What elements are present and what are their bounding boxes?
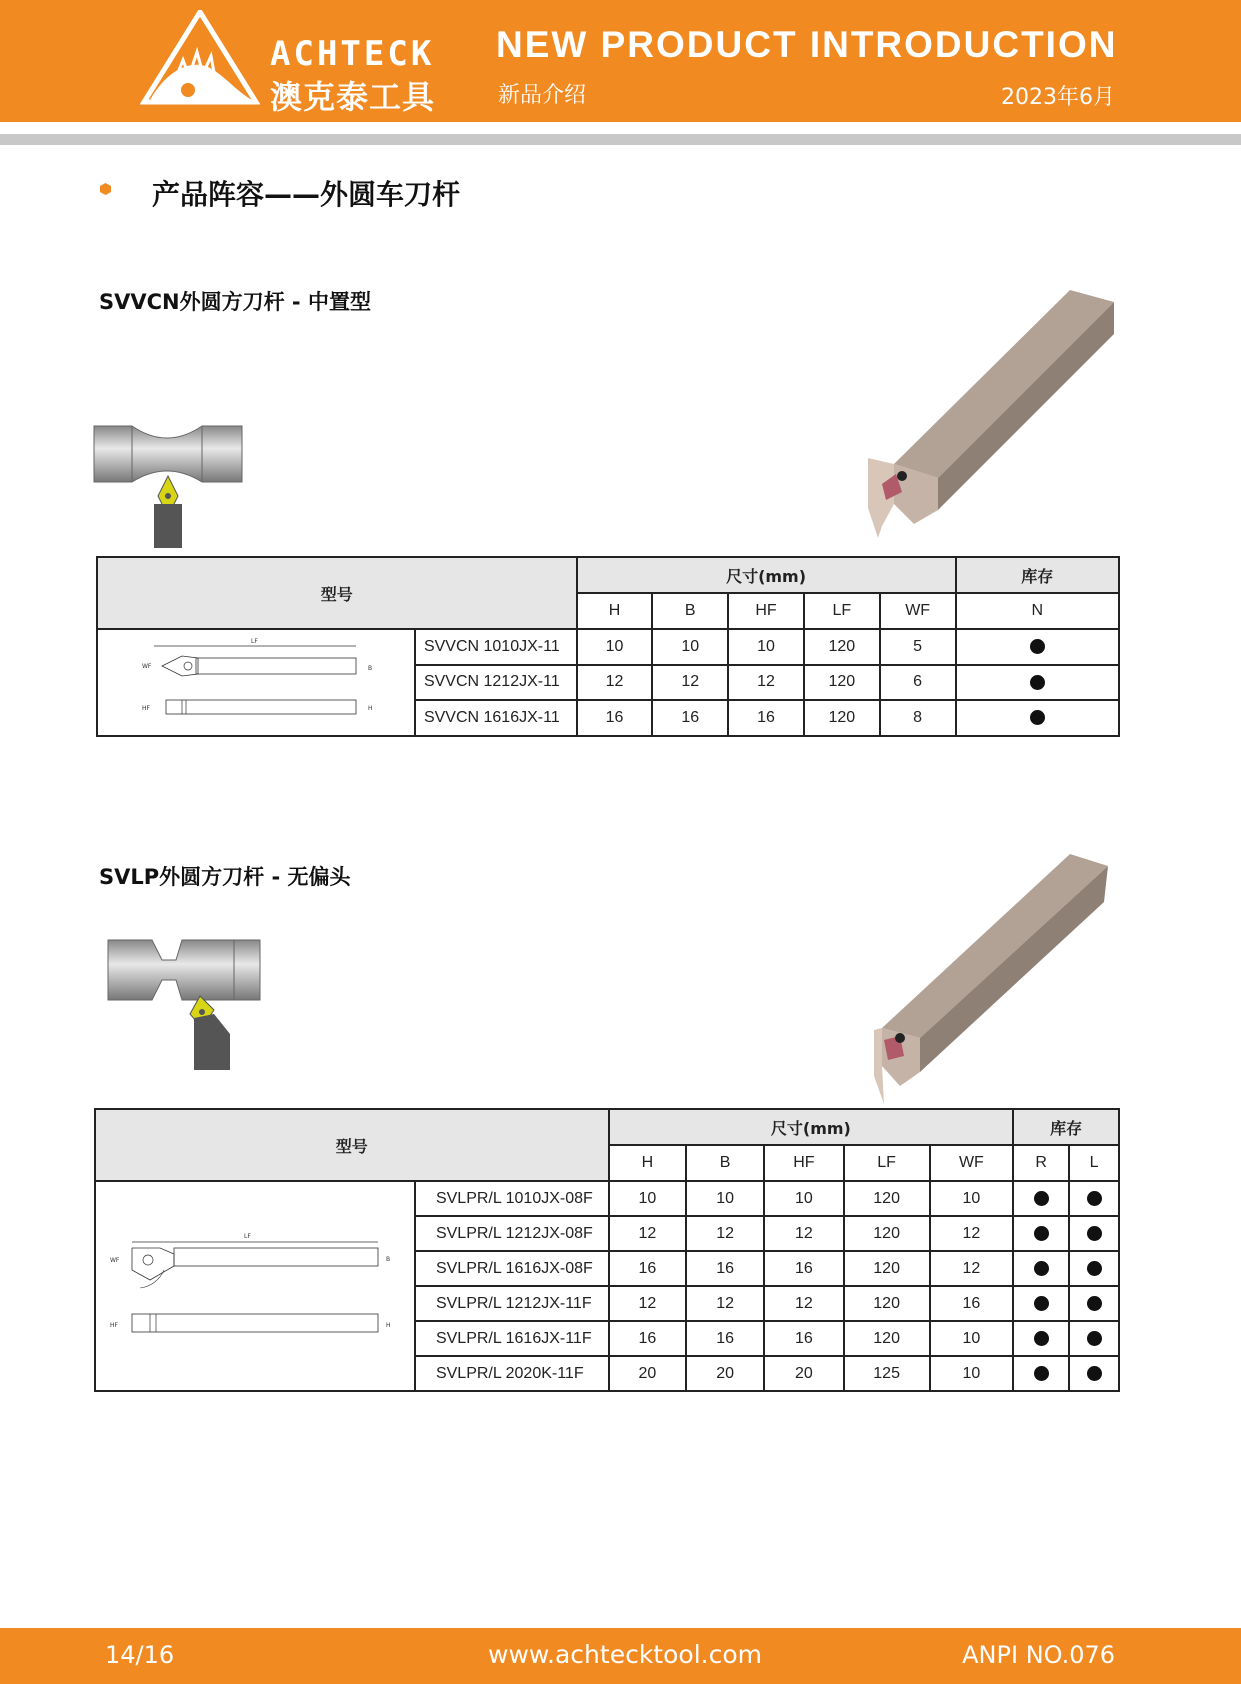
model-cell: SVLPR/L 1212JX-11F <box>415 1286 609 1321</box>
svvcn-toolholder-icon <box>864 288 1116 542</box>
cell-h: 12 <box>609 1216 687 1251</box>
cell-b: 20 <box>686 1356 764 1391</box>
svlp-application-icon <box>106 938 262 1072</box>
in-stock-dot-icon <box>1087 1226 1102 1241</box>
cell-h: 12 <box>577 665 653 701</box>
cell-b: 10 <box>652 629 728 665</box>
drawing-wf-label: WF <box>109 1256 120 1264</box>
cell-lf: 120 <box>844 1181 930 1216</box>
cell-hf: 12 <box>764 1286 844 1321</box>
model-cell: SVLPR/L 1616JX-11F <box>415 1321 609 1356</box>
cell-wf: 10 <box>930 1321 1014 1356</box>
col-stock-header: 库存 <box>1013 1109 1119 1145</box>
cell-stock-r <box>1013 1321 1069 1356</box>
cell-hf: 12 <box>764 1216 844 1251</box>
in-stock-dot-icon <box>1034 1191 1049 1206</box>
col-hf: HF <box>728 593 804 629</box>
cell-hf: 10 <box>728 629 804 665</box>
col-stock-l: L <box>1069 1145 1119 1181</box>
product2-spec-table <box>94 1108 1120 1392</box>
anpi-number: ANPI NO.076 <box>962 1641 1115 1669</box>
model-cell: SVLPR/L 1212JX-08F <box>415 1216 609 1251</box>
cell-hf: 20 <box>764 1356 844 1391</box>
model-cell: SVLPR/L 2020K-11F <box>415 1356 609 1391</box>
model-cell: SVVCN 1010JX-11 <box>415 629 577 665</box>
cell-b: 16 <box>686 1251 764 1286</box>
model-cell: SVVCN 1616JX-11 <box>415 700 577 736</box>
cell-stock-l <box>1069 1181 1119 1216</box>
col-model-header: 型号 <box>95 1109 609 1181</box>
drawing-h-label: H <box>367 705 373 712</box>
cell-b: 10 <box>686 1181 764 1216</box>
col-lf: LF <box>804 593 880 629</box>
drawing-hf-label: HF <box>141 705 150 712</box>
in-stock-dot-icon <box>1034 1366 1049 1381</box>
drawing-hf-label: HF <box>109 1321 118 1329</box>
page-number: 14/16 <box>105 1641 175 1669</box>
model-cell: SVVCN 1212JX-11 <box>415 665 577 701</box>
achteck-logo-icon <box>140 10 260 108</box>
col-stock-header: 库存 <box>956 557 1119 593</box>
cell-stock-n <box>956 629 1119 665</box>
cell-h: 16 <box>609 1251 687 1286</box>
cell-lf: 120 <box>844 1216 930 1251</box>
cell-hf: 16 <box>764 1251 844 1286</box>
svvcn-application-icon <box>92 424 244 550</box>
svlp-dimension-drawing-icon <box>100 1184 410 1384</box>
cell-stock-r <box>1013 1356 1069 1391</box>
cell-b: 12 <box>686 1286 764 1321</box>
page-footer <box>0 1628 1241 1684</box>
cell-wf: 12 <box>930 1251 1014 1286</box>
brand-name-en: ACHTECK <box>270 34 435 74</box>
col-model-header: 型号 <box>97 557 577 629</box>
cell-wf: 10 <box>930 1356 1014 1391</box>
cell-lf: 120 <box>844 1286 930 1321</box>
col-stock-r: R <box>1013 1145 1069 1181</box>
svlp-toolholder-icon <box>870 850 1110 1106</box>
in-stock-dot-icon <box>1087 1331 1102 1346</box>
cell-b: 12 <box>652 665 728 701</box>
cell-h: 16 <box>577 700 653 736</box>
cell-h: 16 <box>609 1321 687 1356</box>
page-header <box>0 0 1241 122</box>
header-divider <box>0 134 1241 145</box>
cell-hf: 10 <box>764 1181 844 1216</box>
svvcn-dimension-drawing-icon <box>106 630 406 730</box>
cell-lf: 120 <box>804 700 880 736</box>
drawing-lf-label: LF <box>250 638 258 645</box>
cell-b: 12 <box>686 1216 764 1251</box>
cell-wf: 10 <box>930 1181 1014 1216</box>
cell-hf: 16 <box>764 1321 844 1356</box>
in-stock-dot-icon <box>1087 1296 1102 1311</box>
cell-stock-n <box>956 665 1119 701</box>
product1-spec-table <box>96 556 1120 737</box>
col-wf: WF <box>930 1145 1014 1181</box>
cell-hf: 12 <box>728 665 804 701</box>
in-stock-dot-icon <box>1034 1261 1049 1276</box>
col-h: H <box>577 593 653 629</box>
bullet-icon <box>100 183 111 195</box>
header-title: NEW PRODUCT INTRODUCTION <box>496 24 1118 65</box>
cell-stock-l <box>1069 1321 1119 1356</box>
cell-stock-l <box>1069 1251 1119 1286</box>
section-title: 产品阵容——外圆车刀杆 <box>152 178 461 211</box>
drawing-wf-label: WF <box>141 663 152 670</box>
cell-stock-r <box>1013 1216 1069 1251</box>
cell-h: 12 <box>609 1286 687 1321</box>
cell-wf: 12 <box>930 1216 1014 1251</box>
in-stock-dot-icon <box>1087 1366 1102 1381</box>
cell-stock-r <box>1013 1251 1069 1286</box>
product1-title: SVVCN外圆方刀杆 - 中置型 <box>99 290 371 314</box>
col-dims-header: 尺寸(mm) <box>577 557 956 593</box>
cell-b: 16 <box>686 1321 764 1356</box>
in-stock-dot-icon <box>1034 1226 1049 1241</box>
cell-lf: 120 <box>844 1321 930 1356</box>
model-cell: SVLPR/L 1010JX-08F <box>415 1181 609 1216</box>
table-row <box>95 1181 1119 1216</box>
col-stock-n: N <box>956 593 1119 629</box>
model-cell: SVLPR/L 1616JX-08F <box>415 1251 609 1286</box>
col-b: B <box>686 1145 764 1181</box>
in-stock-dot-icon <box>1030 639 1045 654</box>
table-row <box>97 629 1119 665</box>
drawing-h-label: H <box>385 1321 391 1329</box>
cell-stock-r <box>1013 1181 1069 1216</box>
cell-b: 16 <box>652 700 728 736</box>
product2-title: SVLP外圆方刀杆 - 无偏头 <box>99 865 351 889</box>
in-stock-dot-icon <box>1034 1296 1049 1311</box>
in-stock-dot-icon <box>1030 675 1045 690</box>
col-hf: HF <box>764 1145 844 1181</box>
col-wf: WF <box>880 593 956 629</box>
drawing-b-label: B <box>385 1255 391 1263</box>
cell-wf: 5 <box>880 629 956 665</box>
cell-stock-n <box>956 700 1119 736</box>
svvcn-drawing <box>97 629 415 736</box>
cell-wf: 16 <box>930 1286 1014 1321</box>
cell-lf: 120 <box>844 1251 930 1286</box>
cell-wf: 8 <box>880 700 956 736</box>
header-date: 2023年6月 <box>1001 85 1115 110</box>
in-stock-dot-icon <box>1034 1331 1049 1346</box>
website-link[interactable]: www.achtecktool.com <box>488 1640 762 1669</box>
cell-lf: 120 <box>804 629 880 665</box>
cell-stock-l <box>1069 1216 1119 1251</box>
in-stock-dot-icon <box>1087 1261 1102 1276</box>
cell-h: 20 <box>609 1356 687 1391</box>
cell-stock-l <box>1069 1356 1119 1391</box>
drawing-b-label: B <box>367 665 373 672</box>
brand-name-cn: 澳克泰工具 <box>270 78 436 116</box>
header-subtitle: 新品介绍 <box>498 83 587 108</box>
drawing-lf-label: LF <box>243 1232 251 1240</box>
cell-h: 10 <box>609 1181 687 1216</box>
col-dims-header: 尺寸(mm) <box>609 1109 1014 1145</box>
cell-wf: 6 <box>880 665 956 701</box>
col-b: B <box>652 593 728 629</box>
cell-lf: 125 <box>844 1356 930 1391</box>
in-stock-dot-icon <box>1087 1191 1102 1206</box>
in-stock-dot-icon <box>1030 710 1045 725</box>
cell-hf: 16 <box>728 700 804 736</box>
col-h: H <box>609 1145 687 1181</box>
col-lf: LF <box>844 1145 930 1181</box>
cell-stock-l <box>1069 1286 1119 1321</box>
cell-lf: 120 <box>804 665 880 701</box>
cell-stock-r <box>1013 1286 1069 1321</box>
cell-h: 10 <box>577 629 653 665</box>
svlp-drawing <box>95 1181 415 1391</box>
